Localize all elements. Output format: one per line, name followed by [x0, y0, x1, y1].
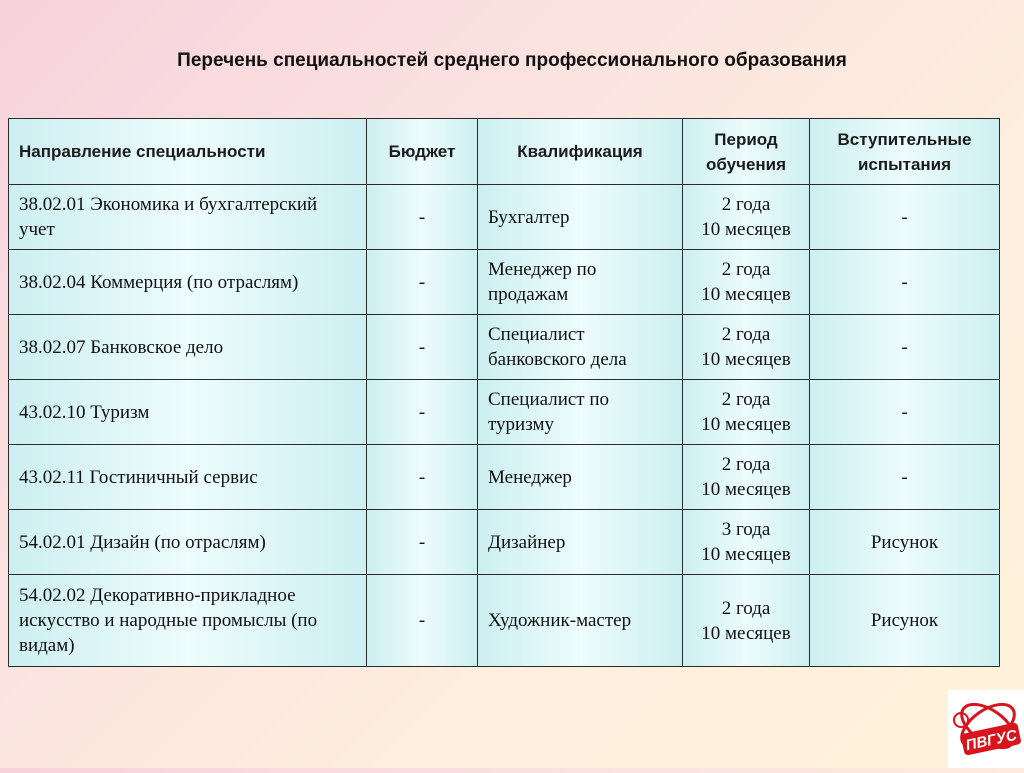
table-row — [9, 445, 1000, 510]
cell-period — [683, 315, 810, 380]
period-years: 2 года — [721, 597, 771, 619]
header-qualification: Квалификация — [478, 119, 683, 185]
cell-qualification: Художник-мастер — [478, 575, 683, 667]
table-row — [9, 315, 1000, 380]
logo-emblem-icon — [948, 690, 1024, 768]
period-years: 2 года — [721, 324, 771, 345]
period-years: 3 года — [721, 519, 771, 540]
cell-qualification: Специалист по туризму — [478, 380, 683, 445]
cell-budget: - — [367, 510, 478, 575]
table-row — [9, 575, 1000, 667]
cell-direction: 43.02.10 Туризм — [9, 380, 367, 445]
cell-direction: 43.02.11 Гостиничный сервис — [9, 445, 367, 510]
header-direction: Направление специальности — [9, 119, 367, 185]
period-years: 2 года — [721, 259, 771, 280]
cell-budget: - — [367, 250, 478, 315]
cell-exams: - — [810, 315, 1000, 380]
table-header-row — [9, 119, 1000, 185]
cell-period — [683, 510, 810, 575]
period-months: 10 месяцев — [701, 622, 791, 644]
period-months: 10 месяцев — [701, 219, 791, 240]
cell-exams: Рисунок — [810, 575, 1000, 667]
cell-direction: 38.02.04 Коммерция (по отраслям) — [9, 250, 367, 315]
cell-direction: 54.02.02 Декоративно-прикладное искусство и народные промыслы (по видам) — [9, 575, 367, 667]
cell-exams: - — [810, 380, 1000, 445]
cell-budget: - — [367, 185, 478, 250]
cell-direction: 54.02.01 Дизайн (по отраслям) — [9, 510, 367, 575]
header-period: Период обучения — [683, 119, 810, 185]
cell-period — [683, 185, 810, 250]
university-logo — [948, 690, 1024, 768]
period-months: 10 месяцев — [701, 479, 791, 500]
period-years: 2 года — [721, 194, 771, 215]
cell-exams: - — [810, 250, 1000, 315]
header-budget: Бюджет — [367, 119, 478, 185]
cell-budget: - — [367, 380, 478, 445]
period-years: 2 года — [721, 454, 771, 475]
period-months: 10 месяцев — [701, 414, 791, 435]
cell-period — [683, 380, 810, 445]
cell-qualification: Бухгалтер — [478, 185, 683, 250]
page-title: Перечень специальностей среднего профессионального образования — [177, 50, 847, 71]
cell-exams: - — [810, 185, 1000, 250]
cell-qualification: Дизайнер — [478, 510, 683, 575]
period-months: 10 месяцев — [701, 544, 791, 565]
logo-text: ПВГУС — [964, 726, 1019, 755]
cell-period — [683, 575, 810, 667]
period-months: 10 месяцев — [701, 284, 791, 305]
table-row — [9, 250, 1000, 315]
cell-exams: - — [810, 445, 1000, 510]
period-months: 10 месяцев — [701, 349, 791, 370]
cell-qualification: Специалист банковского дела — [478, 315, 683, 380]
cell-direction: 38.02.07 Банковское дело — [9, 315, 367, 380]
table-row — [9, 380, 1000, 445]
cell-budget: - — [367, 315, 478, 380]
cell-budget: - — [367, 445, 478, 510]
cell-period — [683, 445, 810, 510]
period-years: 2 года — [721, 389, 771, 410]
cell-budget: - — [367, 575, 478, 667]
table-row — [9, 510, 1000, 575]
table-row — [9, 185, 1000, 250]
cell-qualification: Менеджер по продажам — [478, 250, 683, 315]
cell-qualification: Менеджер — [478, 445, 683, 510]
cell-direction: 38.02.01 Экономика и бухгалтерский учет — [9, 185, 367, 250]
header-exams: Вступительные испытания — [810, 119, 1000, 185]
cell-exams: Рисунок — [810, 510, 1000, 575]
specialties-table — [8, 118, 1000, 667]
cell-period — [683, 250, 810, 315]
